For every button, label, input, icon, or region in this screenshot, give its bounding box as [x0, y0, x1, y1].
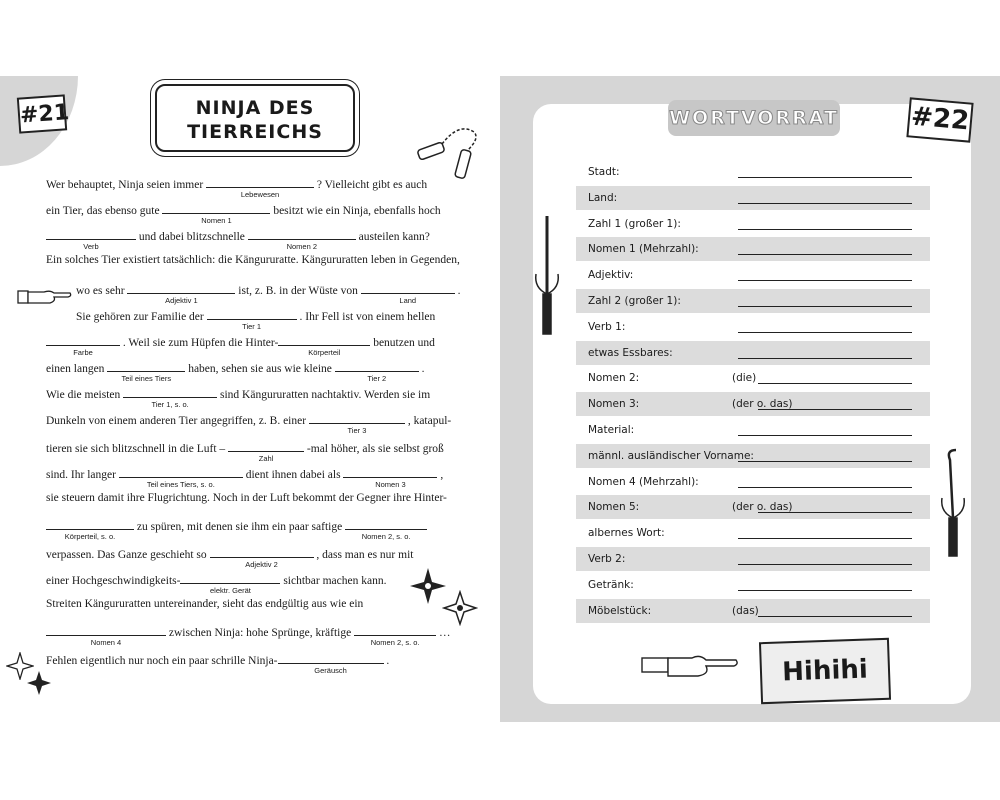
word-list-row [576, 341, 930, 365]
blank-caption: Land [399, 296, 417, 305]
word-fill-line[interactable] [738, 280, 912, 281]
fill-in-blank[interactable] [206, 176, 314, 199]
word-list-row [576, 470, 930, 494]
article-prefix: (das) [732, 604, 759, 617]
fill-in-blank[interactable] [162, 202, 270, 225]
word-list-row [576, 521, 930, 545]
blank-caption: Adjektiv 2 [245, 560, 278, 569]
shuriken-icon [442, 590, 478, 626]
blank-caption: Körperteil, s. o. [64, 532, 116, 541]
word-list-row [576, 186, 930, 210]
blank-caption: Tier 1, s. o. [151, 400, 189, 409]
sai-weapon-icon [530, 214, 564, 338]
story-text-segment: verpassen. Das Ganze geschieht so [46, 549, 210, 561]
story-line [46, 624, 451, 647]
story-text-segment: ist, z. B. in der Wüste von [235, 285, 361, 297]
blank-caption: Verb [83, 242, 99, 251]
story-line [46, 598, 363, 610]
story-text-segment: Dunkeln von einem anderen Tier angegriffen, z. B. einer [46, 415, 309, 427]
fill-in-blank[interactable] [46, 518, 134, 541]
word-label: Material: [588, 424, 635, 436]
word-list-row [576, 573, 930, 597]
story-text-segment: und dabei blitzschnelle [136, 231, 248, 243]
fill-in-blank[interactable] [210, 546, 314, 569]
word-fill-line[interactable] [738, 590, 912, 591]
blank-caption: Tier 1 [242, 322, 262, 331]
blank-caption: Tier 2 [367, 374, 387, 383]
fill-in-blank[interactable] [309, 412, 405, 435]
blank-caption: Teil eines Tiers [121, 374, 172, 383]
word-label: männl. ausländischer Vorname: [588, 449, 754, 462]
story-text-segment: zu spüren, mit denen sie ihm ein paar saftige [134, 521, 346, 533]
story-text-segment: austeilen kann? [355, 231, 430, 243]
story-text-segment: … [436, 627, 451, 639]
fill-in-blank[interactable] [228, 440, 304, 463]
word-list-row [576, 547, 930, 571]
story-line [46, 386, 431, 409]
word-list-row [576, 444, 930, 468]
word-label: Zahl 2 (großer 1): [588, 295, 681, 307]
word-list-row [576, 418, 930, 442]
story-text-segment: . Weil sie zum Hüpfen die Hinter- [120, 337, 279, 349]
word-list-row [576, 366, 930, 390]
fill-in-blank[interactable] [335, 360, 419, 383]
word-list-row [576, 495, 930, 519]
blank-caption: Nomen 3 [375, 480, 406, 489]
word-label: Stadt: [588, 166, 620, 178]
story-text-segment: Fehlen eigentlich nur noch ein paar schrille Ninja- [46, 655, 278, 667]
fill-in-blank[interactable] [127, 282, 235, 305]
blank-caption: elektr. Gerät [210, 586, 251, 595]
word-label: albernes Wort: [588, 527, 665, 540]
word-label: Nomen 1 (Mehrzahl): [588, 243, 699, 256]
word-list-header: WORTVORRAT [668, 100, 840, 136]
story-text-segment: , [437, 469, 444, 481]
article-prefix: (der o. das) [732, 398, 793, 411]
word-label: Adjektiv: [588, 269, 634, 282]
word-fill-line[interactable] [738, 229, 912, 230]
blank-caption: Nomen 2, s. o. [370, 638, 420, 647]
story-line [46, 202, 441, 225]
story-line [46, 572, 387, 595]
story-line [46, 440, 444, 463]
fill-in-blank[interactable] [248, 228, 356, 251]
word-fill-line[interactable] [758, 512, 912, 513]
fill-in-blank[interactable] [278, 652, 384, 675]
story-text-segment: Streiten Kängururatten untereinander, sieht das endgültig aus wie ein [46, 598, 364, 610]
fill-in-blank[interactable] [343, 466, 437, 489]
word-fill-line[interactable] [738, 487, 912, 488]
word-label: Nomen 5: [588, 501, 640, 514]
word-fill-line[interactable] [738, 435, 912, 436]
word-list-row [576, 392, 930, 416]
word-fill-line[interactable] [738, 306, 912, 307]
story-text-segment: ? Vielleicht gibt es auch [314, 179, 428, 191]
story-line [46, 546, 414, 569]
word-list-row [576, 237, 930, 261]
fill-in-blank[interactable] [46, 624, 166, 647]
pointing-hand-icon [640, 648, 740, 684]
story-text-segment: -mal höher, als sie selbst groß [304, 443, 444, 455]
word-fill-line[interactable] [738, 538, 912, 539]
story-text-segment: Ein solches Tier existiert tatsächlich: die Kängururatte. Kängururatten leben in Gegenden, [46, 254, 460, 266]
story-text-segment: , katapul- [404, 415, 452, 427]
word-list-row [576, 212, 930, 236]
shuriken-icon [26, 670, 52, 696]
story-text-segment: Wie die meisten [46, 389, 124, 401]
story-text-segment: einer Hochgeschwindigkeits- [46, 575, 181, 587]
page-title [155, 84, 355, 152]
story-text-segment: Wer behauptet, Ninja seien immer [46, 179, 207, 191]
story-line [46, 360, 425, 383]
word-label: Verb 1: [588, 320, 626, 333]
story-text-segment: , dass man es nur mit [313, 549, 414, 561]
word-fill-line[interactable] [758, 616, 912, 617]
fill-in-blank[interactable] [46, 334, 120, 357]
pointing-hand-icon [16, 285, 72, 309]
story-text-segment: haben, sehen sie aus wie kleine [185, 363, 335, 375]
blank-caption: Zahl [258, 454, 274, 463]
story-text-segment: sie steuern damit ihre Flugrichtung. Noch in der Luft bekommt der Gegner ihre Hinter- [46, 492, 447, 504]
hihihi-sign: Hihihi [759, 638, 891, 704]
word-label: Zahl 1 (großer 1): [588, 217, 681, 230]
word-label: Möbelstück: [588, 604, 652, 617]
fill-in-blank[interactable] [278, 334, 370, 357]
word-fill-line[interactable] [758, 383, 912, 384]
story-text-segment: . [418, 363, 425, 375]
story-text-segment: zwischen Ninja: hohe Sprünge, kräftige [166, 627, 355, 639]
word-label: etwas Essbares: [588, 346, 673, 359]
story-text-segment: sind Kängururatten nachtaktiv. Werden sie im [217, 389, 431, 401]
story-line [46, 334, 435, 357]
word-fill-line[interactable] [738, 564, 912, 565]
fill-in-blank[interactable] [119, 466, 243, 489]
blank-caption: Farbe [73, 348, 93, 357]
story-text-segment: wo es sehr [76, 285, 128, 297]
blank-caption: Nomen 2, s. o. [361, 532, 411, 541]
fill-in-blank[interactable] [345, 518, 427, 541]
page-number-badge-22: #22 [906, 97, 973, 142]
word-list-row [576, 160, 930, 184]
word-fill-line[interactable] [738, 254, 912, 255]
word-label: Nomen 3: [588, 398, 640, 411]
blank-caption: Teil eines Tiers, s. o. [146, 480, 215, 489]
title-line-2: TIERREICHS [187, 121, 323, 143]
word-label: Nomen 4 (Mehrzahl): [588, 475, 699, 488]
fill-in-blank[interactable] [361, 282, 455, 305]
word-list-row [576, 599, 930, 623]
word-list-row [576, 289, 930, 313]
blank-caption: Nomen 2 [286, 242, 317, 251]
title-line-1: NINJA DES [195, 97, 315, 119]
story-line [46, 228, 430, 251]
blank-caption: Nomen 4 [90, 638, 122, 647]
sai-weapon-icon [936, 446, 970, 560]
word-fill-line[interactable] [738, 358, 912, 359]
word-fill-line[interactable] [738, 461, 912, 462]
word-fill-line[interactable] [738, 332, 912, 333]
word-label: Verb 2: [588, 553, 626, 565]
fill-in-blank[interactable] [207, 308, 297, 331]
word-fill-line[interactable] [738, 203, 912, 204]
blank-caption: Lebewesen [240, 190, 280, 199]
word-list-row [576, 263, 930, 287]
story-text-segment: dient ihnen dabei als [242, 469, 344, 481]
story-text-segment: Sie gehören zur Familie der [76, 311, 207, 323]
word-fill-line[interactable] [738, 177, 912, 178]
story-text-segment: sind. Ihr langer [46, 469, 119, 481]
article-prefix: (der o. das) [732, 501, 793, 514]
story-line [76, 308, 436, 331]
story-text-segment: . [383, 655, 390, 667]
story-text-segment: sichtbar machen kann. [280, 575, 387, 587]
story-line [46, 518, 427, 541]
story-text-segment: . [454, 285, 461, 297]
article-prefix: (die) [732, 372, 757, 385]
blank-caption: Geräusch [314, 666, 347, 675]
blank-caption: Körperteil [308, 348, 341, 357]
fill-in-blank[interactable] [123, 386, 217, 409]
story-text-segment: . Ihr Fell ist von einem hellen [296, 311, 436, 323]
story-line [46, 492, 447, 504]
story-line [46, 254, 460, 266]
word-list-row [576, 315, 930, 339]
fill-in-blank[interactable] [46, 228, 136, 251]
story-text-segment: benutzen und [370, 337, 435, 349]
story-line [76, 282, 461, 305]
story-line [46, 176, 428, 199]
story-line [46, 652, 390, 675]
blank-caption: Tier 3 [347, 426, 367, 435]
fill-in-blank[interactable] [107, 360, 185, 383]
story-line [46, 466, 444, 489]
word-fill-line[interactable] [758, 409, 912, 410]
fill-in-blank[interactable] [180, 572, 280, 595]
page-number-badge-21: #21 [17, 94, 67, 133]
word-label: Nomen 2: [588, 372, 640, 385]
story-text-segment: tieren sie sich blitzschnell in die Luft – [46, 443, 229, 455]
fill-in-blank[interactable] [354, 624, 436, 647]
story-text-segment: ein Tier, das ebenso gute [46, 205, 163, 217]
story-text-segment: einen langen [46, 363, 108, 375]
story-line [46, 412, 452, 435]
story-text-segment: besitzt wie ein Ninja, ebenfalls hoch [270, 205, 441, 217]
word-label: Land: [588, 191, 618, 204]
blank-caption: Adjektiv 1 [165, 296, 198, 305]
blank-caption: Nomen 1 [201, 216, 232, 225]
word-label: Getränk: [588, 578, 634, 591]
